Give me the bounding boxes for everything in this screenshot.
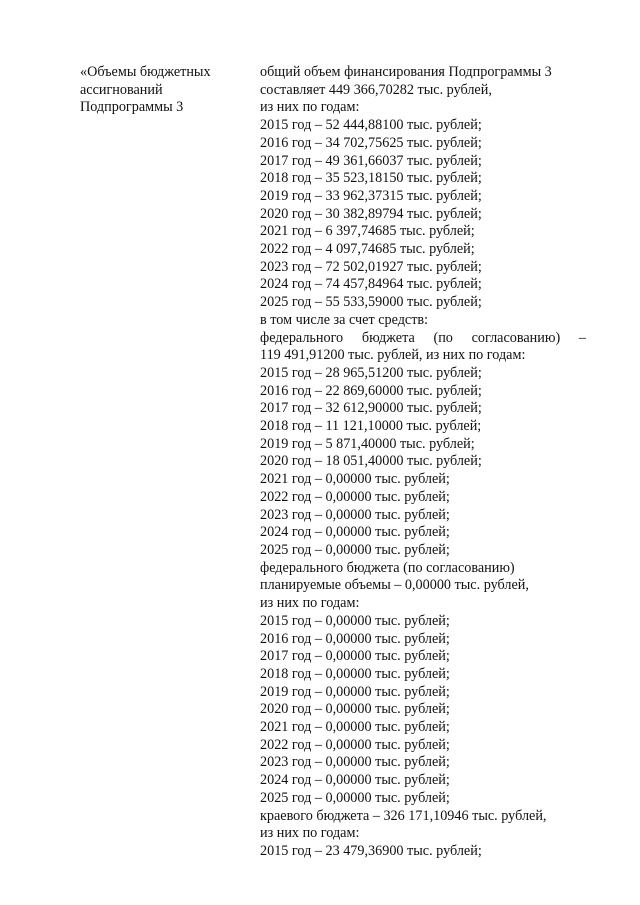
text-line: 2022 год – 0,00000 тыс. рублей; [260,488,450,505]
label-line: «Объемы бюджетных [80,64,211,80]
text-line: 2015 год – 23 479,36900 тыс. рублей; [260,842,482,859]
text-line: 2025 год – 55 533,59000 тыс. рублей; [260,294,482,311]
text-line: 2019 год – 33 962,37315 тыс. рублей; [260,187,482,204]
text-line: 2025 год – 0,00000 тыс. рублей; [260,789,450,806]
text-line: 2023 год – 0,00000 тыс. рублей; [260,754,450,771]
right-cell-financing [260,64,586,861]
left-cell-label [80,64,250,117]
text-line: 2019 год – 5 871,40000 тыс. рублей; [260,435,475,452]
text-line: 119 491,91200 тыс. рублей, из них по годам: [260,347,526,364]
text-line: планируемые объемы – 0,00000 тыс. рублей, [260,577,529,594]
text-line: 2016 год – 34 702,75625 тыс. рублей; [260,134,482,151]
text-line: 2016 год – 22 869,60000 тыс. рублей; [260,382,482,399]
label-line: Подпрограммы 3 [80,99,184,116]
text-line: составляет 449 366,70282 тыс. рублей, [260,81,492,98]
text-line: 2021 год – 0,00000 тыс. рублей; [260,471,450,488]
text-line: из них по годам: [260,825,360,842]
text-line: 2020 год – 18 051,40000 тыс. рублей; [260,453,482,470]
text-line: 2017 год – 0,00000 тыс. рублей; [260,648,450,665]
text-line: 2017 год – 32 612,90000 тыс. рублей; [260,400,482,417]
text-line: 2016 год – 0,00000 тыс. рублей; [260,630,450,647]
text-line: 2018 год – 11 121,10000 тыс. рублей; [260,418,482,435]
text-line: из них по годам: [260,99,360,116]
text-line: 2023 год – 0,00000 тыс. рублей; [260,506,450,523]
text-line: 2025 год – 0,00000 тыс. рублей; [260,541,450,558]
text-line: 2015 год – 0,00000 тыс. рублей; [260,612,450,629]
text-line: 2017 год – 49 361,66037 тыс. рублей; [260,152,482,169]
text-line: 2020 год – 30 382,89794 тыс. рублей; [260,205,482,222]
text-line: 2018 год – 35 523,18150 тыс. рублей; [260,170,482,187]
text-line: 2021 год – 0,00000 тыс. рублей; [260,719,450,736]
label-line: ассигнований [80,81,163,98]
text-line: 2015 год – 28 965,51200 тыс. рублей; [260,364,482,381]
text-line: 2021 год – 6 397,74685 тыс. рублей; [260,223,475,240]
text-line: 2015 год – 52 444,88100 тыс. рублей; [260,117,482,134]
text-line: 2019 год – 0,00000 тыс. рублей; [260,683,450,700]
text-line: 2023 год – 72 502,01927 тыс. рублей; [260,258,482,275]
text-line: общий объем финансирования Подпрограммы 3 [260,64,552,80]
text-line: федерального бюджета (по согласованию) [260,559,515,576]
text-line: из них по годам: [260,595,360,612]
text-line: 2018 год – 0,00000 тыс. рублей; [260,665,450,682]
text-line: 2024 год – 0,00000 тыс. рублей; [260,772,450,789]
text-line: 2022 год – 0,00000 тыс. рублей; [260,736,450,753]
text-line: краевого бюджета – 326 171,10946 тыс. рублей, [260,807,547,824]
text-line: 2020 год – 0,00000 тыс. рублей; [260,701,450,718]
text-line: 2024 год – 0,00000 тыс. рублей; [260,524,450,541]
text-line: 2024 год – 74 457,84964 тыс. рублей; [260,276,482,293]
text-line: 2022 год – 4 097,74685 тыс. рублей; [260,241,475,258]
text-line: в том числе за счет средств: [260,311,429,328]
text-line: федерального бюджета (по согласованию) – [260,329,586,346]
